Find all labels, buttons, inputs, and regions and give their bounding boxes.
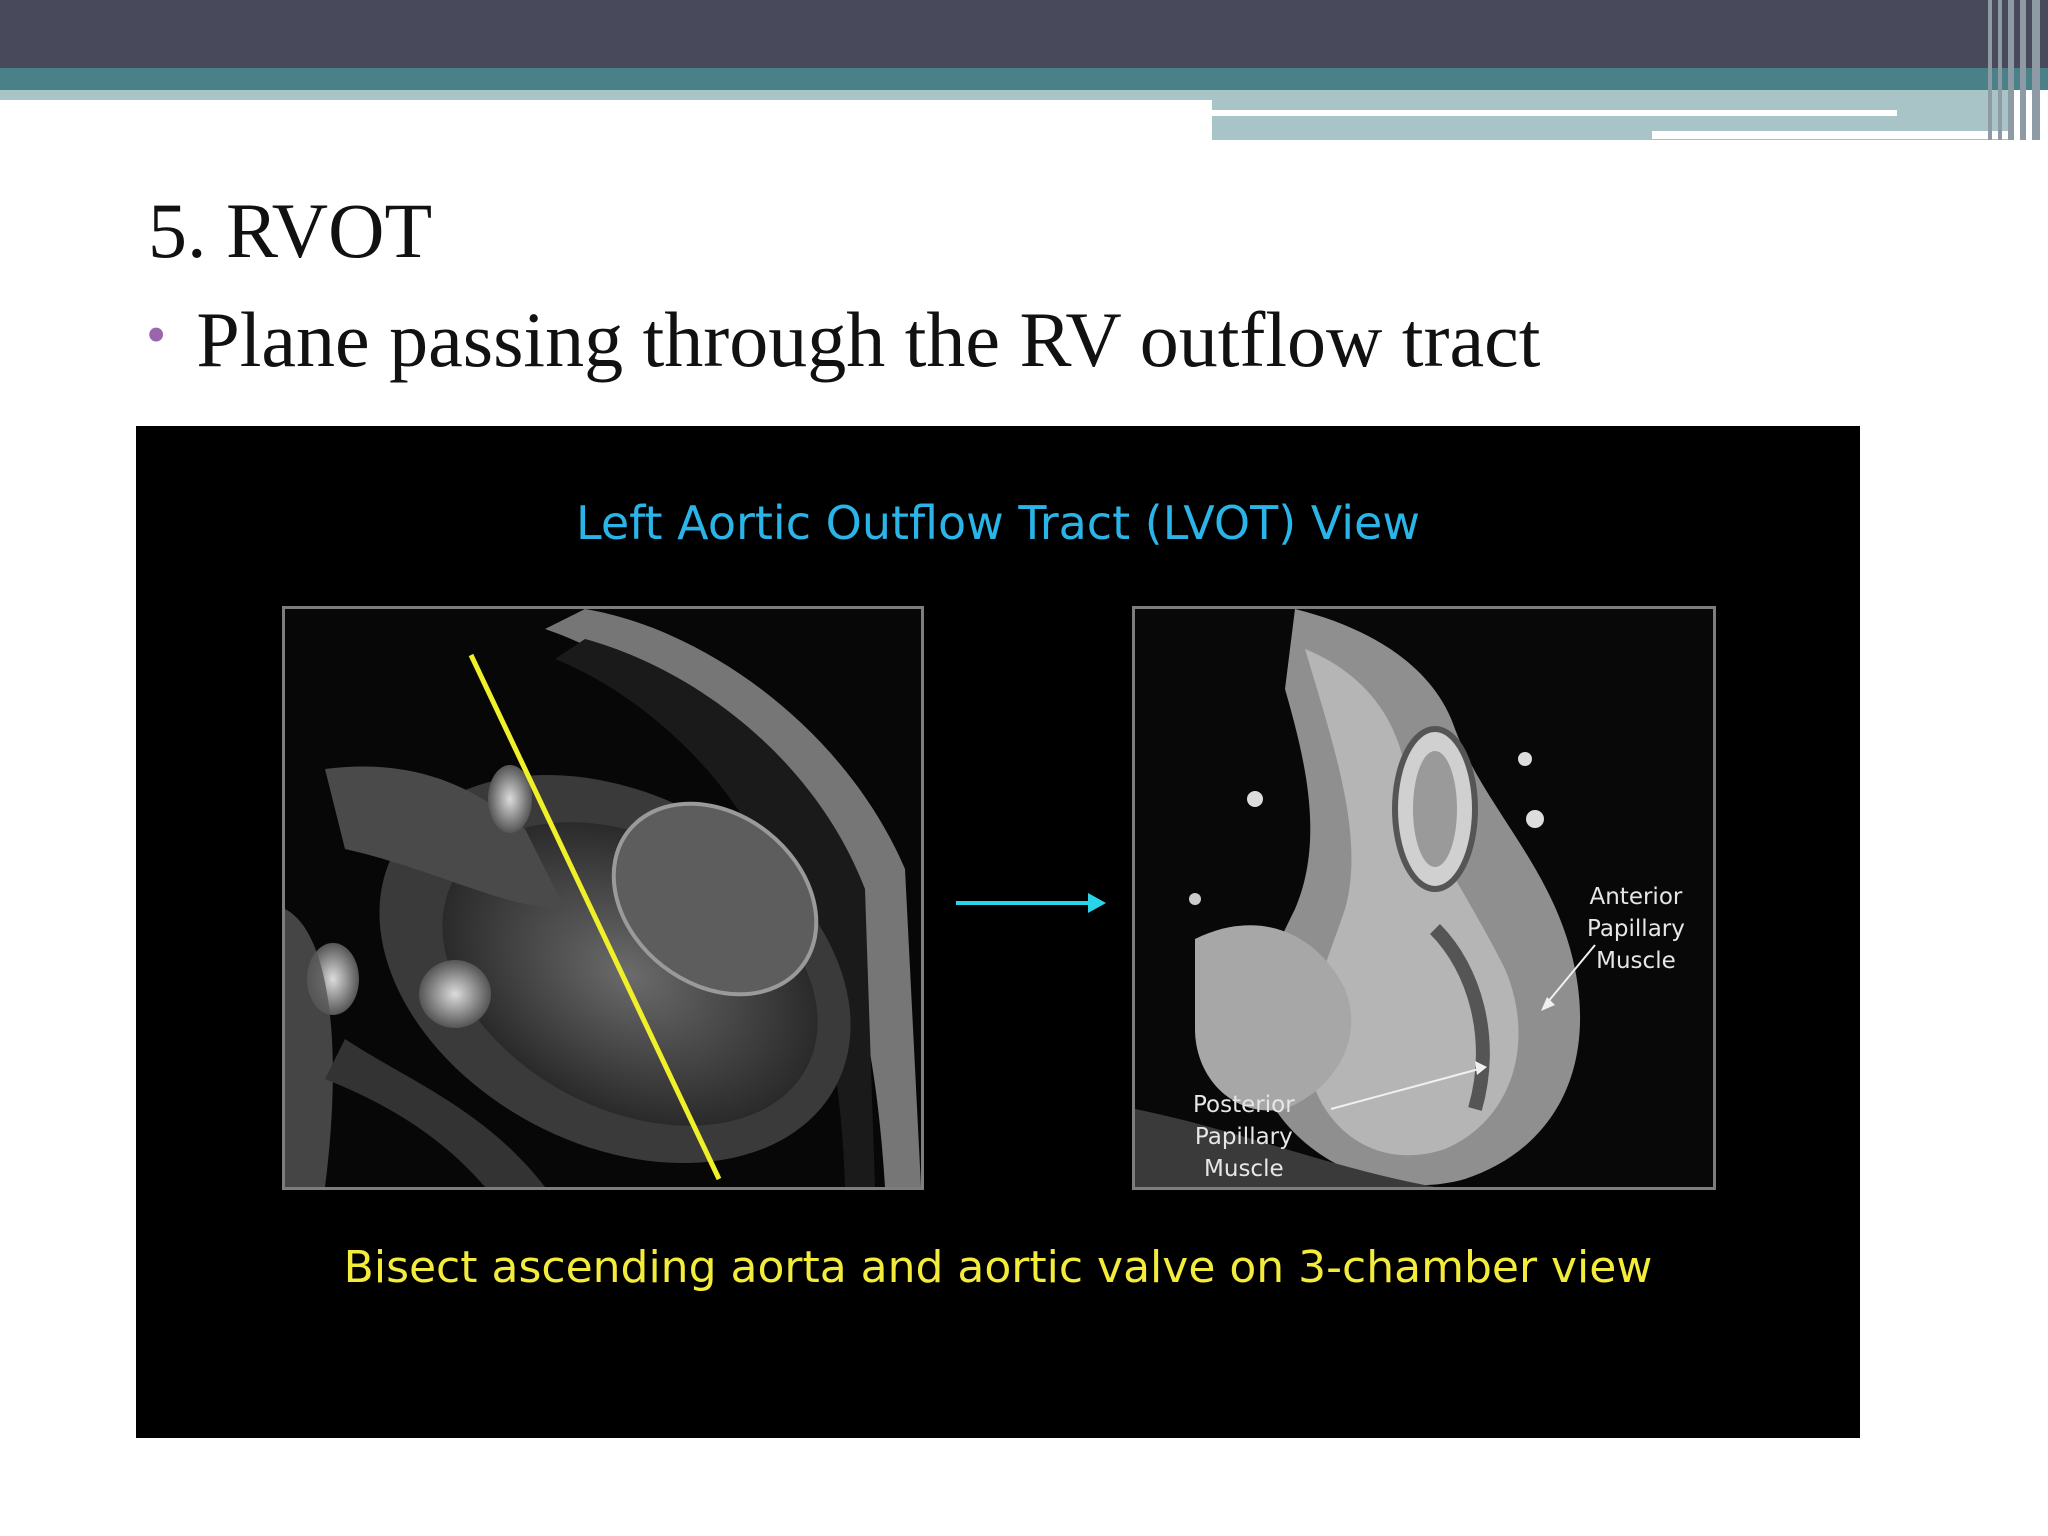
header-accent-band: [0, 68, 2048, 90]
slide-title: 5. RVOT: [148, 187, 433, 274]
label-line: Posterior: [1193, 1092, 1295, 1118]
label-line: Muscle: [1204, 1156, 1284, 1182]
header-edge-bar: [2032, 0, 2040, 140]
mri-3-chamber-icon: [285, 609, 921, 1187]
header-edge-bar: [2008, 0, 2014, 140]
figure-caption: Bisect ascending aorta and aortic valve on 3-chamber view: [343, 1242, 1653, 1293]
arrow-right-icon: [956, 888, 1106, 918]
bullet-item: [146, 290, 1540, 385]
header-edge-bar: [1998, 0, 2002, 140]
label-anterior-papillary-muscle: [1587, 881, 1685, 977]
bullet-text: Plane passing through the RV outflow tract: [196, 296, 1541, 383]
header-light-band: [0, 90, 1212, 100]
header-divider: [1652, 131, 2010, 139]
header-band: [0, 0, 2048, 68]
mri-lvot-image: [1132, 606, 1716, 1190]
label-line: Papillary: [1194, 1124, 1293, 1150]
label-line: Muscle: [1596, 948, 1676, 974]
mri-3-chamber-image: [282, 606, 924, 1190]
label-line: Papillary: [1587, 916, 1685, 942]
figure-title: Left Aortic Outflow Tract (LVOT) View: [576, 496, 1420, 550]
bullet-dot: •: [146, 302, 167, 367]
mri-figure: [136, 426, 1860, 1438]
header-edge-bar: [1988, 0, 1992, 140]
label-posterior-papillary-muscle: [1193, 1089, 1295, 1185]
header-edge-bar: [2020, 0, 2026, 140]
header-divider: [1212, 110, 1897, 116]
label-line: Anterior: [1589, 884, 1683, 910]
